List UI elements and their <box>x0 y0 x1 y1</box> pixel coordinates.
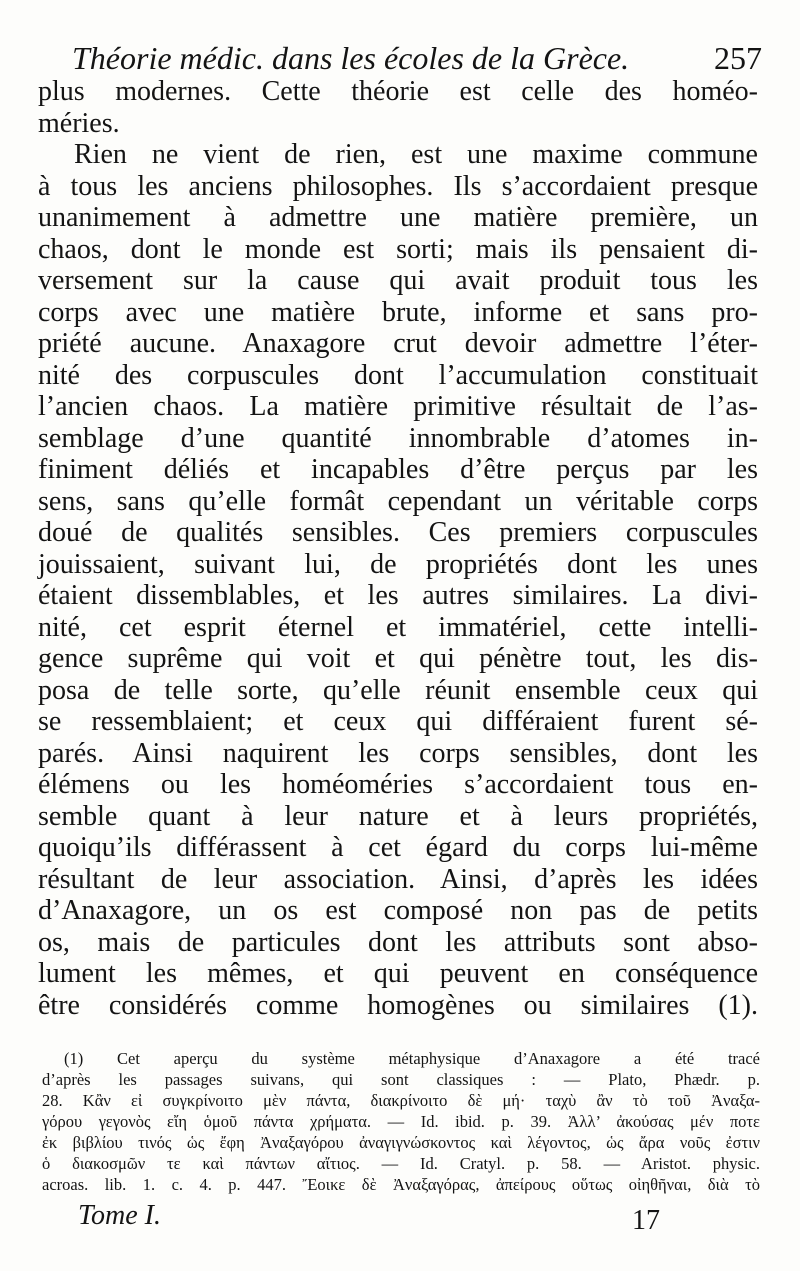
text-line: doué de qualités sensibles. Ces premiers corpuscules <box>38 517 758 548</box>
text-line: posa de telle sorte, qu’elle réunit ensemble ceux qui <box>38 674 758 706</box>
text-line: nité des corpuscules dont l’accumulation constituait <box>38 359 758 391</box>
text-line: os, mais de particules dont les attributs sont abso- <box>38 926 758 958</box>
text-line: Rien ne vient de rien, est une maxime commune <box>74 139 758 170</box>
text-line: plus modernes. Cette théorie est celle des homéo- <box>38 76 758 107</box>
text-line: méries. <box>38 107 120 139</box>
signature-volume: Tome I. <box>78 1200 161 1231</box>
text-line: versement sur la cause qui avait produit tous les <box>38 265 758 296</box>
text-line: à tous les anciens philosophes. Ils s’accordaient presque <box>38 170 758 202</box>
text-line: jouissaient, suivant lui, de propriétés dont les unes <box>38 548 758 580</box>
body-text <box>38 76 758 1021</box>
text-line: étaient dissemblables, et les autres similaires. La divi- <box>38 580 758 611</box>
text-line: priété aucune. Anaxagore crut devoir admettre l’éter- <box>38 328 758 359</box>
text-line: lument les mêmes, et qui peuvent en conséquence <box>38 958 758 989</box>
page-number: 257 <box>714 40 762 76</box>
signature-mark: 17 <box>632 1205 660 1236</box>
text-line: semble quant à leur nature et à leurs propriétés, <box>38 800 758 832</box>
running-title: Théorie médic. dans les écoles de la Grèce. <box>72 40 630 76</box>
running-head <box>72 38 762 78</box>
text-line: l’ancien chaos. La matière primitive résultait de l’as- <box>38 391 758 422</box>
footnote-line: acroas. lib. 1. c. 4. p. 447. Ἔοικε δὲ Ἀναξαγόρας, ἀπείρους οὕτως οἰηθῆναι, διὰ τὸ <box>42 1175 760 1194</box>
footnote-line: ἐκ βιβλίου τινός ὡς ἔφη Ἀναξαγόρου ἀναγιγνώσκοντος καὶ λέγοντος, ὡς ἄρα νοῦς ἐστιν <box>42 1133 760 1152</box>
text-line: être considérés comme homogènes ou similaires (1). <box>38 989 758 1021</box>
text-line: corps avec une matière brute, informe et sans pro- <box>38 296 758 328</box>
footnote-line: 28. Κἂν εἰ συγκρίνοιτο μὲν πάντα, διακρίνοιτο δὲ μή· ταχὺ ἂν τὸ τοῦ Ἀναξα- <box>42 1091 760 1110</box>
text-line: d’Anaxagore, un os est composé non pas de petits <box>38 895 758 926</box>
footnotes <box>42 1048 760 1195</box>
text-line: se ressemblaient; et ceux qui différaient furent sé- <box>38 706 758 737</box>
text-line: quoiqu’ils différassent à cet égard du corps lui-même <box>38 832 758 863</box>
footnote-line: ὁ διακοσμῶν τε καὶ πάντων αἴτιος. — Id. Cratyl. p. 58. — Aristot. physic. <box>42 1154 760 1173</box>
text-line: sens, sans qu’elle formât cependant un véritable corps <box>38 485 758 517</box>
text-line: élémens ou les homéoméries s’accordaient tous en- <box>38 769 758 800</box>
text-line: gence suprême qui voit et qui pénètre tout, les dis- <box>38 643 758 674</box>
text-line: parés. Ainsi naquirent les corps sensibles, dont les <box>38 737 758 769</box>
text-line: chaos, dont le monde est sorti; mais ils pensaient di- <box>38 233 758 265</box>
footnote-line: γόρου γεγονὸς εἴη ὁμοῦ πάντα χρήματα. — Id. ibid. p. 39. Ἀλλ’ ἀκούσας μέν ποτε <box>42 1112 760 1131</box>
text-line: finiment déliés et incapables d’être perçus par les <box>38 454 758 485</box>
footnote-line: (1) Cet aperçu du système métaphysique d’Anaxagore a été tracé <box>64 1049 760 1068</box>
text-line: nité, cet esprit éternel et immatériel, cette intelli- <box>38 611 758 643</box>
footnote-line: d’après les passages suivans, qui sont classiques : — Plato, Phædr. p. <box>42 1070 760 1089</box>
text-line: unanimement à admettre une matière première, un <box>38 202 758 233</box>
text-line: résultant de leur association. Ainsi, d’après les idées <box>38 863 758 895</box>
text-line: semblage d’une quantité innombrable d’atomes in- <box>38 422 758 454</box>
